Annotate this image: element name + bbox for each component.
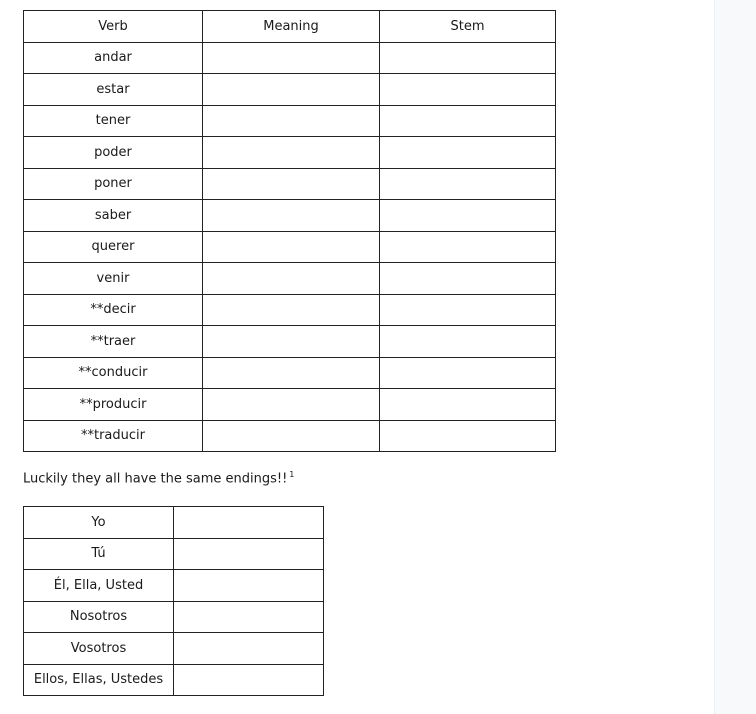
verb-cell: **traducir (24, 420, 203, 452)
ending-cell[interactable] (174, 601, 324, 633)
stem-cell[interactable] (380, 420, 556, 452)
table-row (24, 420, 556, 452)
endings-note-text: Luckily they all have the same endings!! (23, 471, 288, 487)
stem-cell[interactable] (380, 42, 556, 74)
verb-cell: andar (24, 42, 203, 74)
stem-cell[interactable] (380, 263, 556, 295)
endings-table (23, 506, 324, 696)
verb-cell: **traer (24, 326, 203, 358)
table-row (24, 601, 324, 633)
pronoun-cell: Él, Ella, Usted (24, 570, 174, 602)
table-row (24, 389, 556, 421)
verb-cell: **decir (24, 294, 203, 326)
stem-cell[interactable] (380, 357, 556, 389)
table-row (24, 294, 556, 326)
verb-column-header: Verb (24, 11, 203, 43)
meaning-cell[interactable] (203, 420, 380, 452)
stem-cell[interactable] (380, 231, 556, 263)
ending-cell[interactable] (174, 570, 324, 602)
meaning-cell[interactable] (203, 231, 380, 263)
verb-table (23, 10, 556, 452)
stem-cell[interactable] (380, 389, 556, 421)
verb-cell: tener (24, 105, 203, 137)
pronoun-cell: Yo (24, 507, 174, 539)
stem-column-header: Stem (380, 11, 556, 43)
table-row (24, 633, 324, 665)
table-row (24, 137, 556, 169)
ending-cell[interactable] (174, 538, 324, 570)
endings-note (23, 470, 294, 486)
table-row (24, 168, 556, 200)
table-row (24, 357, 556, 389)
table-row (24, 570, 324, 602)
stem-cell[interactable] (380, 105, 556, 137)
verb-cell: poner (24, 168, 203, 200)
meaning-column-header: Meaning (203, 11, 380, 43)
meaning-cell[interactable] (203, 105, 380, 137)
pronoun-cell: Vosotros (24, 633, 174, 665)
verb-cell: poder (24, 137, 203, 169)
table-row (24, 231, 556, 263)
verb-cell: estar (24, 74, 203, 106)
page-right-gutter (714, 0, 756, 714)
pronoun-cell: Nosotros (24, 601, 174, 633)
table-row (24, 42, 556, 74)
meaning-cell[interactable] (203, 137, 380, 169)
meaning-cell[interactable] (203, 294, 380, 326)
verb-cell: querer (24, 231, 203, 263)
meaning-cell[interactable] (203, 74, 380, 106)
stem-cell[interactable] (380, 200, 556, 232)
table-row (24, 200, 556, 232)
meaning-cell[interactable] (203, 326, 380, 358)
table-row (24, 664, 324, 696)
meaning-cell[interactable] (203, 200, 380, 232)
meaning-cell[interactable] (203, 263, 380, 295)
verb-cell: venir (24, 263, 203, 295)
table-row (24, 105, 556, 137)
table-row (24, 263, 556, 295)
pronoun-cell: Ellos, Ellas, Ustedes (24, 664, 174, 696)
verb-cell: **conducir (24, 357, 203, 389)
verb-cell: saber (24, 200, 203, 232)
stem-cell[interactable] (380, 137, 556, 169)
pronoun-cell: Tú (24, 538, 174, 570)
stem-cell[interactable] (380, 74, 556, 106)
stem-cell[interactable] (380, 326, 556, 358)
stem-cell[interactable] (380, 168, 556, 200)
verb-table-header-row (24, 11, 556, 43)
meaning-cell[interactable] (203, 42, 380, 74)
ending-cell[interactable] (174, 633, 324, 665)
stem-cell[interactable] (380, 294, 556, 326)
table-row (24, 507, 324, 539)
verb-cell: **producir (24, 389, 203, 421)
meaning-cell[interactable] (203, 357, 380, 389)
table-row (24, 538, 324, 570)
footnote-marker[interactable]: 1 (289, 470, 295, 479)
table-row (24, 326, 556, 358)
meaning-cell[interactable] (203, 168, 380, 200)
ending-cell[interactable] (174, 507, 324, 539)
table-row (24, 74, 556, 106)
ending-cell[interactable] (174, 664, 324, 696)
meaning-cell[interactable] (203, 389, 380, 421)
